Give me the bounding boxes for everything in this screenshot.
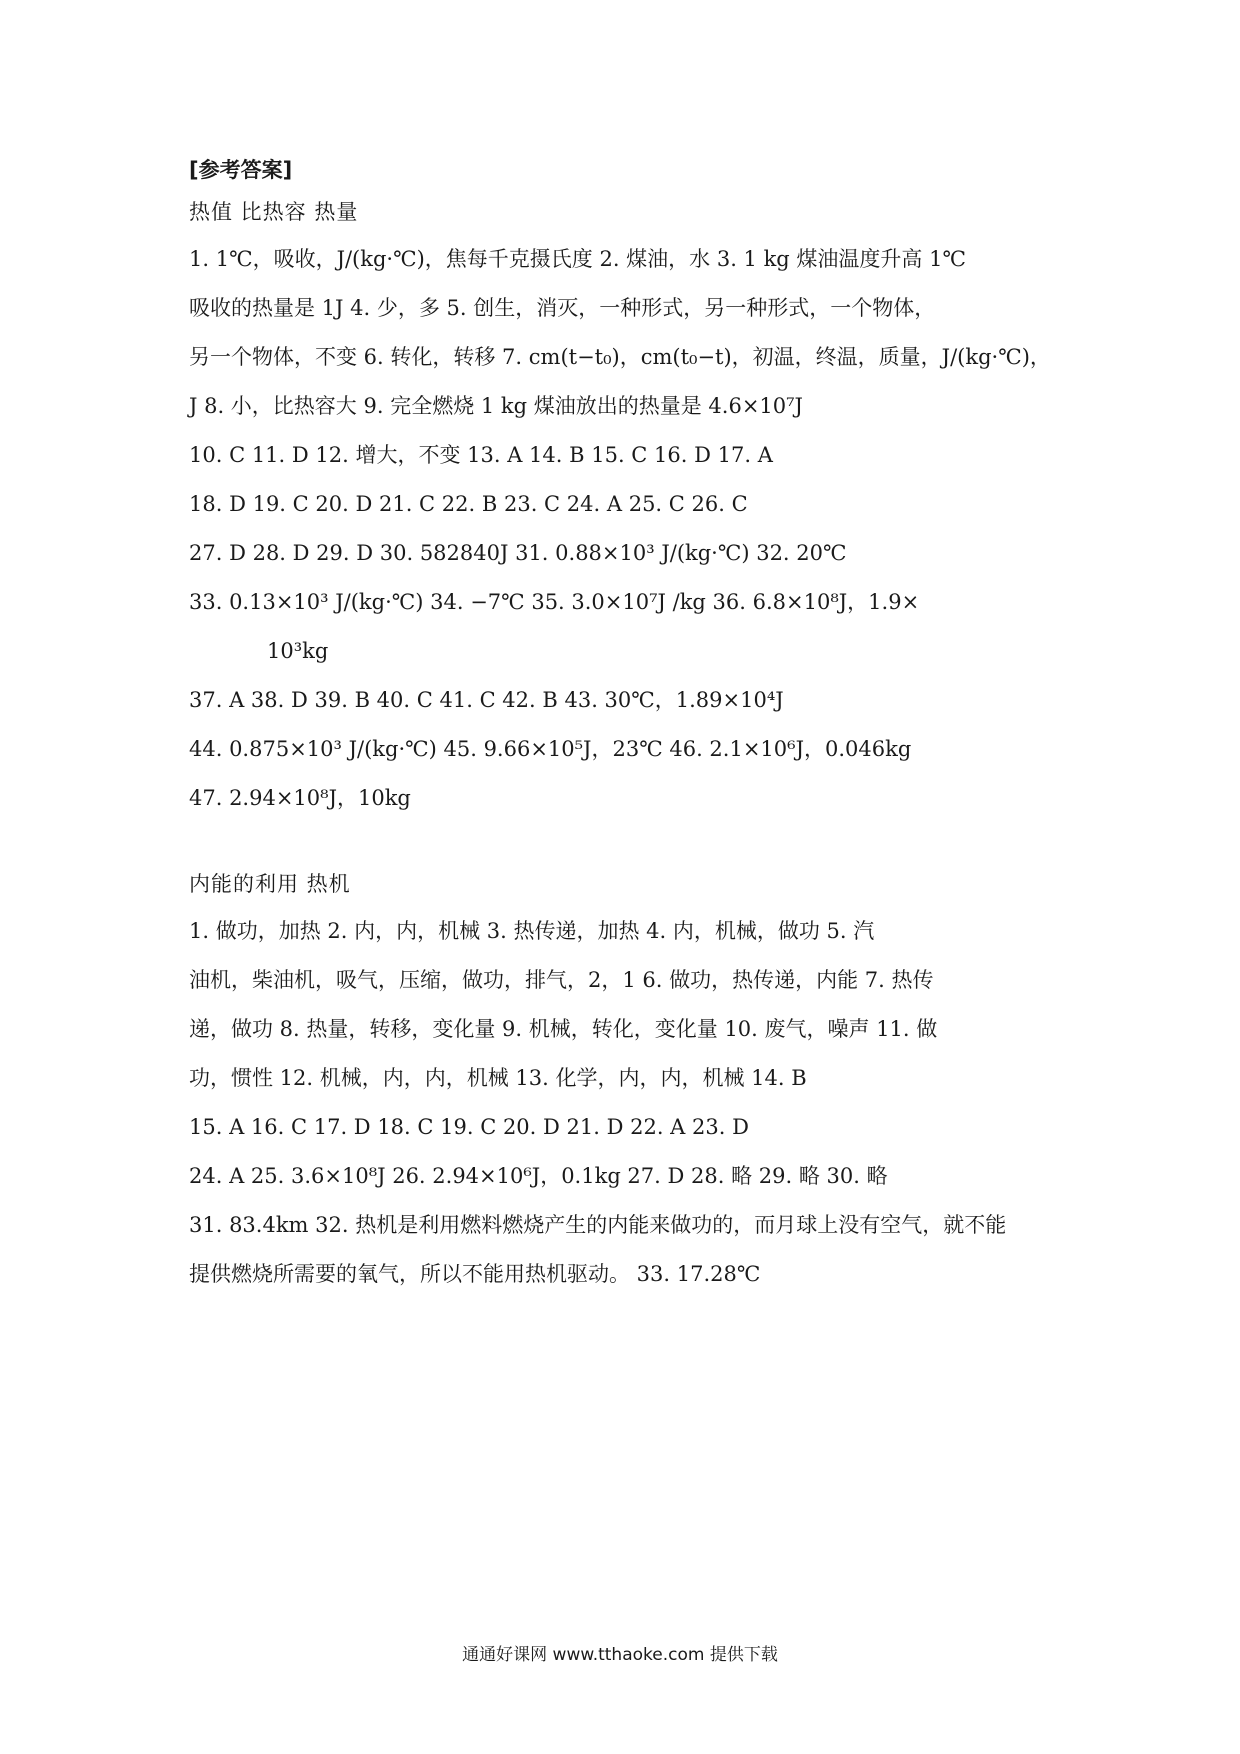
answer-line: 37. A 38. D 39. B 40. C 41. C 42. B 43. 30℃，1.89×10⁴J xyxy=(189,688,784,712)
answer-line: 1. 做功，加热 2. 内，内，机械 3. 热传递，加热 4. 内，机械，做功 5. 汽 xyxy=(189,919,875,943)
answer-line: 44. 0.875×10³ J/(kg·℃) 45. 9.66×10⁵J，23℃ 46. 2.1×10⁶J，0.046kg xyxy=(189,737,912,761)
answer-line: 15. A 16. C 17. D 18. C 19. C 20. D 21. D 22. A 23. D xyxy=(189,1115,749,1139)
section-heat-value xyxy=(189,197,1069,823)
answer-line: 18. D 19. C 20. D 21. C 22. B 23. C 24. A 25. C 26. C xyxy=(189,492,748,516)
answer-line: 47. 2.94×10⁸J，10kg xyxy=(189,786,411,810)
page-footer: 通通好课网 www.tthaoke.com 提供下载 xyxy=(462,1645,778,1665)
section-title-heat: 热值 比热容 热量 xyxy=(189,200,359,224)
answer-line: 33. 0.13×10³ J/(kg·℃) 34. −7℃ 35. 3.0×10⁷J /kg 36. 6.8×10⁸J，1.9× xyxy=(189,590,920,614)
answer-line: 10. C 11. D 12. 增大，不变 13. A 14. B 15. C 16. D 17. A xyxy=(189,443,773,467)
answer-line: 10³kg xyxy=(267,639,329,663)
answer-line: 27. D 28. D 29. D 30. 582840J 31. 0.88×10³ J/(kg·℃) 32. 20℃ xyxy=(189,541,847,565)
answer-line: 递，做功 8. 热量，转移，变化量 9. 机械，转化，变化量 10. 废气，噪声 11. 做 xyxy=(189,1017,938,1041)
answer-line: 提供燃烧所需要的氧气，所以不能用热机驱动。 33. 17.28℃ xyxy=(189,1262,761,1286)
answer-line: 油机，柴油机，吸气，压缩，做功，排气，2，1 6. 做功，热传递，内能 7. 热传 xyxy=(189,968,934,992)
section-heat-engine xyxy=(189,869,1069,1299)
answer-line: 31. 83.4km 32. 热机是利用燃料燃烧产生的内能来做功的，而月球上没有空气，就不能 xyxy=(189,1213,1007,1237)
page-heading: [参考答案] xyxy=(189,158,293,182)
section-title-engine: 内能的利用 热机 xyxy=(189,872,351,896)
section-gap xyxy=(189,823,1069,869)
answer-line: 1. 1℃，吸收，J/(kg·℃)，焦每千克摄氏度 2. 煤油，水 3. 1 kg 煤油温度升高 1℃ xyxy=(189,247,966,271)
answer-line: 另一个物体，不变 6. 转化，转移 7. cm(t−t₀)，cm(t₀−t)，初温，终温，质量，J/(kg·℃)， xyxy=(189,345,1051,369)
answer-line: 24. A 25. 3.6×10⁸J 26. 2.94×10⁶J，0.1kg 27. D 28. 略 29. 略 30. 略 xyxy=(189,1164,888,1188)
answer-line: 功，惯性 12. 机械，内，内，机械 13. 化学，内，内，机械 14. B xyxy=(189,1066,807,1090)
answer-sheet xyxy=(189,155,1069,1299)
answer-line: J 8. 小，比热容大 9. 完全燃烧 1 kg 煤油放出的热量是 4.6×10⁷J xyxy=(189,394,803,418)
answer-line: 吸收的热量是 1J 4. 少，多 5. 创生，消灭，一种形式，另一种形式，一个物体， xyxy=(189,296,936,320)
